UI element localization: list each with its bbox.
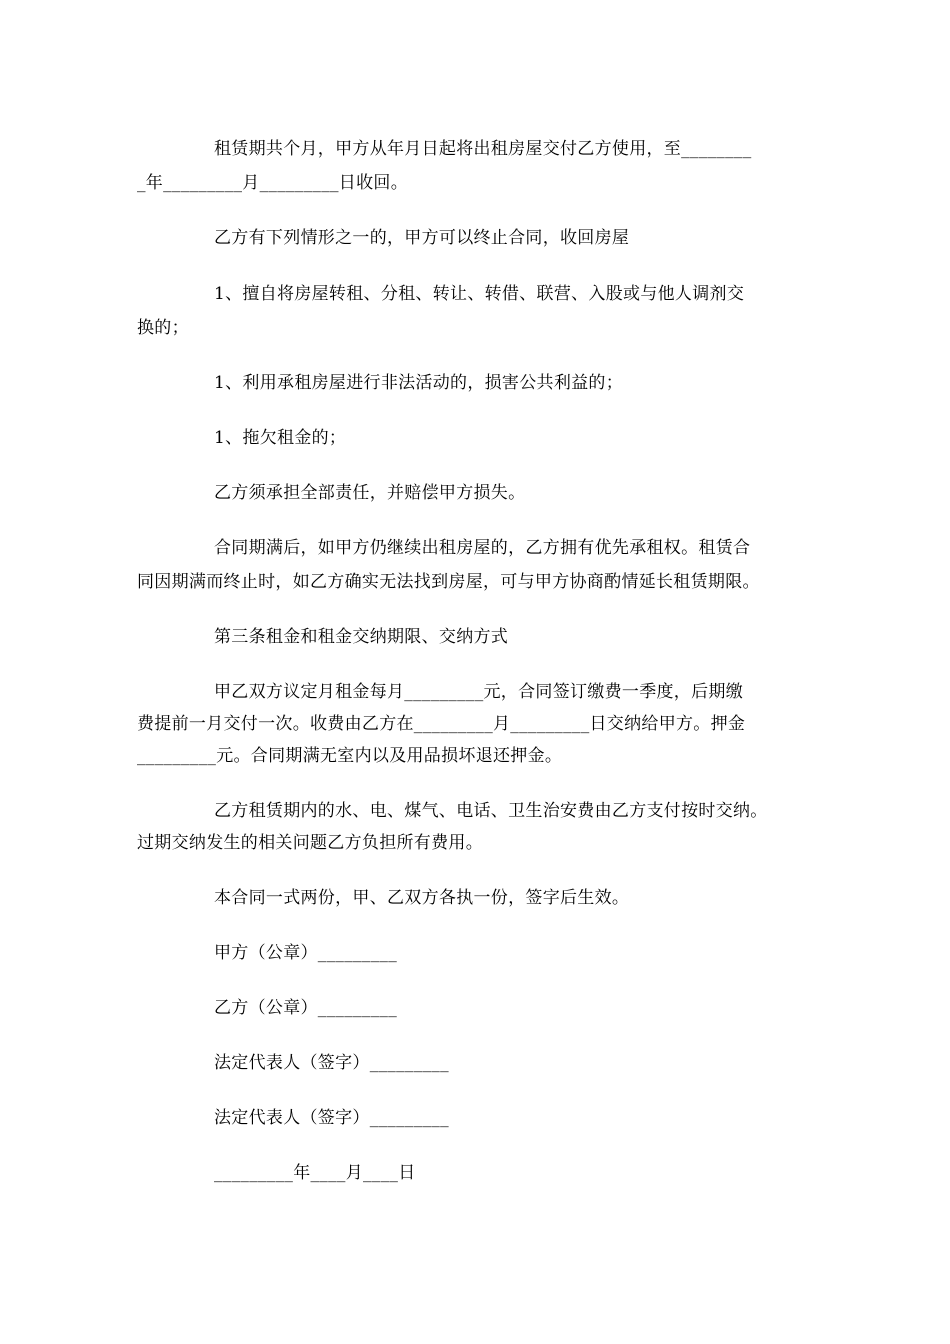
paragraph-4-line-1: 1、利用承租房屋进行非法活动的，损害公共利益的； <box>214 373 624 393</box>
date-line: _________年____月____日 <box>214 1163 416 1183</box>
legal-rep-signature-line-2: 法定代表人（签字）_________ <box>214 1108 449 1128</box>
paragraph-9-line-3: _________元。合同期满无室内以及用品损坏退还押金。 <box>137 746 563 766</box>
paragraph-9-line-1: 甲乙双方议定月租金每月_________元，合同签订缴费一季度，后期缴 <box>214 682 743 702</box>
paragraph-10-line-1: 乙方租赁期内的水、电、煤气、电话、卫生治安费由乙方支付按时交纳。 <box>214 801 768 821</box>
paragraph-10-line-2: 过期交纳发生的相关问题乙方负担所有费用。 <box>137 833 483 853</box>
legal-rep-signature-line-1: 法定代表人（签字）_________ <box>214 1053 449 1073</box>
paragraph-7-line-1: 合同期满后，如甲方仍继续出租房屋的，乙方拥有优先承租权。租赁合 <box>214 538 751 558</box>
paragraph-5-line-1: 1、拖欠租金的； <box>214 428 347 448</box>
paragraph-1-line-2: _年_________月_________日收回。 <box>137 173 408 193</box>
paragraph-2-line-1: 乙方有下列情形之一的，甲方可以终止合同，收回房屋 <box>214 228 630 248</box>
party-a-seal-line: 甲方（公章）_________ <box>214 943 397 963</box>
paragraph-8-line-1: 第三条租金和租金交纳期限、交纳方式 <box>214 627 509 647</box>
party-b-seal-line: 乙方（公章）_________ <box>214 998 397 1018</box>
paragraph-11-line-1: 本合同一式两份，甲、乙双方各执一份，签字后生效。 <box>214 888 630 908</box>
paragraph-6-line-1: 乙方须承担全部责任，并赔偿甲方损失。 <box>214 483 526 503</box>
paragraph-9-line-2: 费提前一月交付一次。收费由乙方在_________月_________日交纳给甲方。押金 <box>137 714 746 734</box>
paragraph-3-line-1: 1、擅自将房屋转租、分租、转让、转借、联营、入股或与他人调剂交 <box>214 284 745 304</box>
paragraph-1-line-1: 租赁期共个月，甲方从年月日起将出租房屋交付乙方使用，至________ <box>214 139 752 159</box>
paragraph-3-line-2: 换的； <box>137 318 189 338</box>
paragraph-7-line-2: 同因期满而终止时，如乙方确实无法找到房屋，可与甲方协商酌情延长租赁期限。 <box>137 572 760 592</box>
